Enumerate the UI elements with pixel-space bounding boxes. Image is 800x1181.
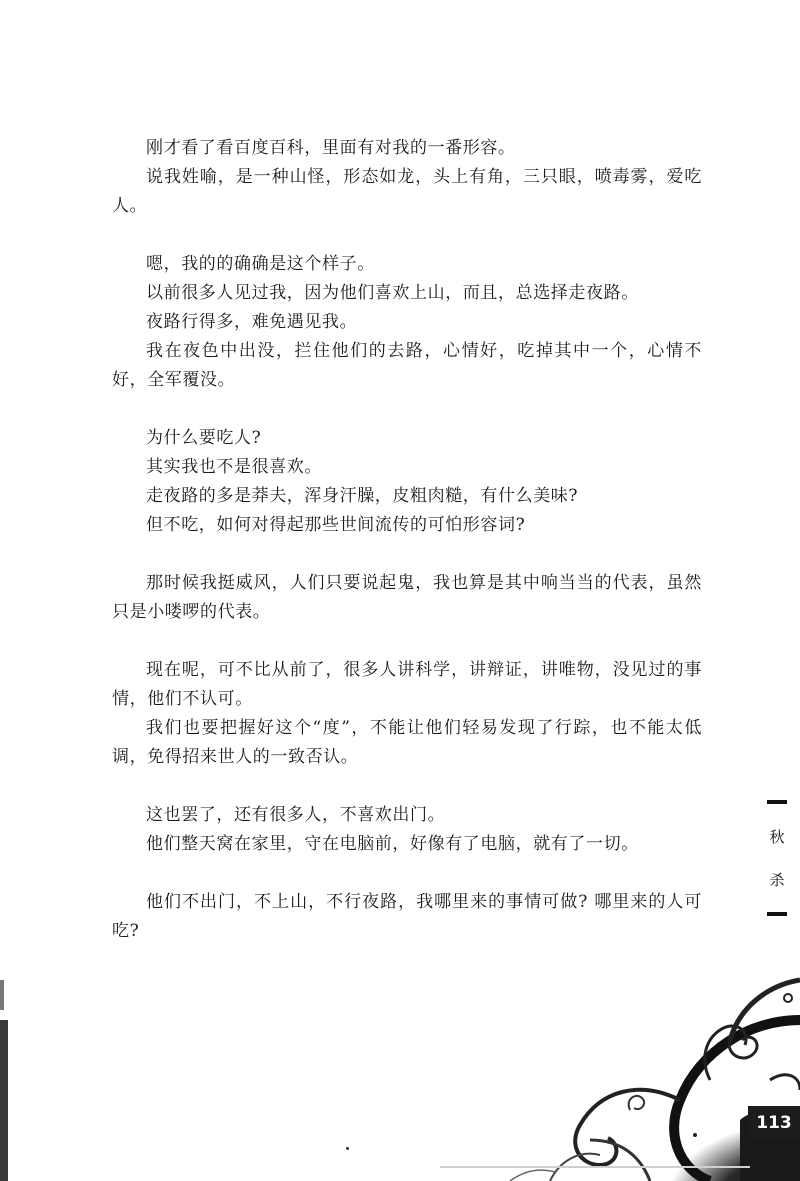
paragraph: 他们不出门，不上山，不行夜路，我哪里来的事情可做? 哪里来的人可吃? xyxy=(112,892,702,941)
paragraph: 其实我也不是很喜欢。 xyxy=(146,457,322,477)
print-speck xyxy=(346,1147,349,1150)
paragraph-gap xyxy=(112,395,702,424)
paragraph: 但不吃，如何对得起那些世间流传的可怕形容词? xyxy=(146,515,526,535)
paragraph: 那时候我挺威风，人们只要说起鬼，我也算是其中响当当的代表，虽然只是小喽啰的代表。 xyxy=(112,573,702,622)
paragraph: 嗯，我的的确确是这个样子。 xyxy=(146,254,375,274)
side-label-top-bar xyxy=(767,800,787,804)
page-edge-shadow xyxy=(0,1020,8,1181)
paragraph: 说我姓喻，是一种山怪，形态如龙，头上有角，三只眼，喷毒雾，爱吃人。 xyxy=(112,167,702,216)
side-label-char: 秋 xyxy=(769,828,785,846)
body-text xyxy=(112,134,702,946)
footer-line xyxy=(440,1166,750,1168)
floral-swirl-decoration xyxy=(450,960,800,1181)
chapter-side-label xyxy=(762,800,792,916)
side-label-char: 杀 xyxy=(769,871,785,889)
paragraph: 他们整天窝在家里，守在电脑前，好像有了电脑，就有了一切。 xyxy=(146,834,639,854)
paragraph: 夜路行得多，难免遇见我。 xyxy=(146,312,358,332)
side-label-bottom-bar xyxy=(767,912,787,916)
paragraph-gap xyxy=(112,221,702,250)
paragraph: 这也罢了，还有很多人，不喜欢出门。 xyxy=(146,805,446,825)
paragraph: 为什么要吃人? xyxy=(146,428,262,448)
paragraph-gap xyxy=(112,772,702,801)
paragraph: 走夜路的多是莽夫，浑身汗臊，皮粗肉糙，有什么美味? xyxy=(146,486,579,506)
paragraph: 刚才看了看百度百科，里面有对我的一番形容。 xyxy=(146,138,516,158)
page-edge-mark xyxy=(0,980,4,1010)
paragraph-gap xyxy=(112,859,702,888)
paragraph-gap xyxy=(112,627,702,656)
page-number: 113 xyxy=(756,1113,792,1133)
paragraph: 我们也要把握好这个“度”，不能让他们轻易发现了行踪，也不能太低调，免得招来世人的一致否认。 xyxy=(112,718,702,767)
paragraph: 以前很多人见过我，因为他们喜欢上山，而且，总选择走夜路。 xyxy=(146,283,639,303)
paragraph: 我在夜色中出没，拦住他们的去路，心情好，吃掉其中一个，心情不好，全军覆没。 xyxy=(112,341,702,390)
paragraph: 现在呢，可不比从前了，很多人讲科学，讲辩证，讲唯物，没见过的事情，他们不认可。 xyxy=(112,660,702,709)
paragraph-gap xyxy=(112,540,702,569)
